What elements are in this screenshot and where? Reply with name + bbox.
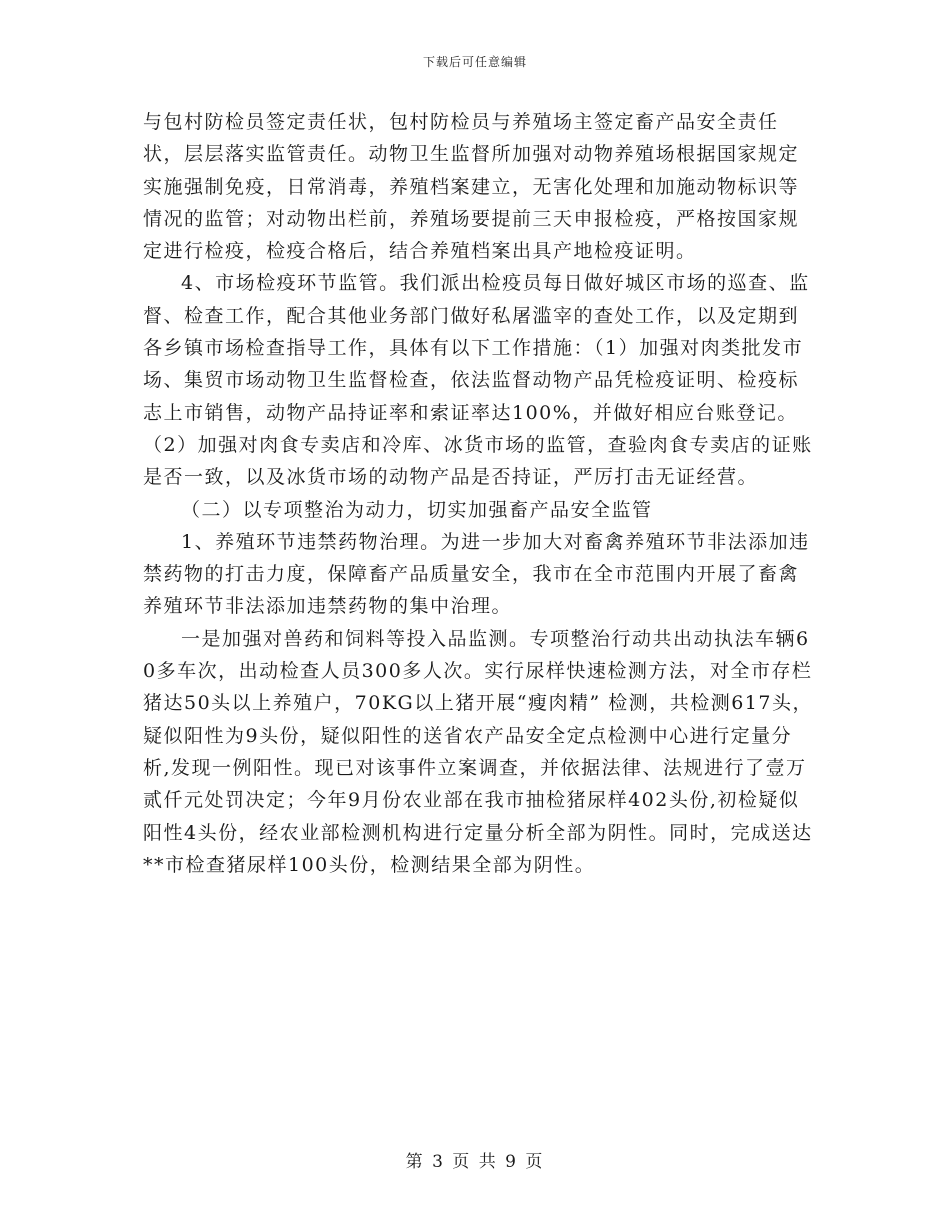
paragraph-1: 与包村防检员签定责任状，包村防检员与养殖场主签定畜产品安全责任状，层层落实监管责任。动物卫生监督所加强对动物养殖场根据国家规定实施强制免疫，日常消毒，养殖档案建立，无害化处理和加施动物标识等情况的监管；对动物出栏前，养殖场要提前三天申报检疫，严格按国家规定进行检疫，检疫合格后，结合养殖档案出具产地检疫证明。 <box>143 111 800 263</box>
section-heading: （二）以专项整治为动力，切实加强畜产品安全监管 <box>181 498 653 521</box>
paragraph-3: 1、养殖环节违禁药物治理。为进一步加大对畜禽养殖环节非法添加违禁药物的打击力度，保障畜产品质量安全，我市在全市范围内开展了畜禽养殖环节非法添加违禁药物的集中治理。 <box>143 530 810 618</box>
page-number: 第 3 页 共 9 页 <box>405 1152 545 1172</box>
paragraph-2: 4、市场检疫环节监管。我们派出检疫员每日做好城区市场的巡查、监督、检查工作，配合其他业务部门做好私屠滥宰的查处工作，以及定期到各乡镇市场检查指导工作，具体有以下工作措施：（1）加强对肉类批发市场、集贸市场动物卫生监督检查，依法监督动物产品凭检疫证明、检疫标志上市销售，动物产品持证率和索证率达100%，并做好相应台账登记。（2）加强对肉食专卖店和冷库、冰货市场的监管，查验肉食专卖店的证账是否一致，以及冰货市场的动物产品是否持证，严厉打击无证经营。 <box>143 272 813 489</box>
paragraph-4: 一是加强对兽药和饲料等投入品监测。专项整治行动共出动执法车辆60多车次，出动检查人员300多人次。实行尿样快速检测方法，对全市存栏猪达50头以上养殖户，70KG以上猪开展“瘦肉精” 检测，共检测617头，疑似阳性为9头份，疑似阳性的送省农产品安全定点检测中心进行定量分析,发现一例阳性。现已对该事件立案调查，并依据法律、法规进行了壹万贰仟元处罚决定；今年9月份农业部在我市抽检猪尿样402头份,初检疑似阳性4头份，经农业部检测机构进行定量分析全部为阴性。同时，完成送达**市检查猪尿样100头份，检测结果全部为阴性。 <box>143 627 813 876</box>
document-body <box>143 106 813 881</box>
page-header: 下载后可任意编辑 <box>422 55 527 69</box>
